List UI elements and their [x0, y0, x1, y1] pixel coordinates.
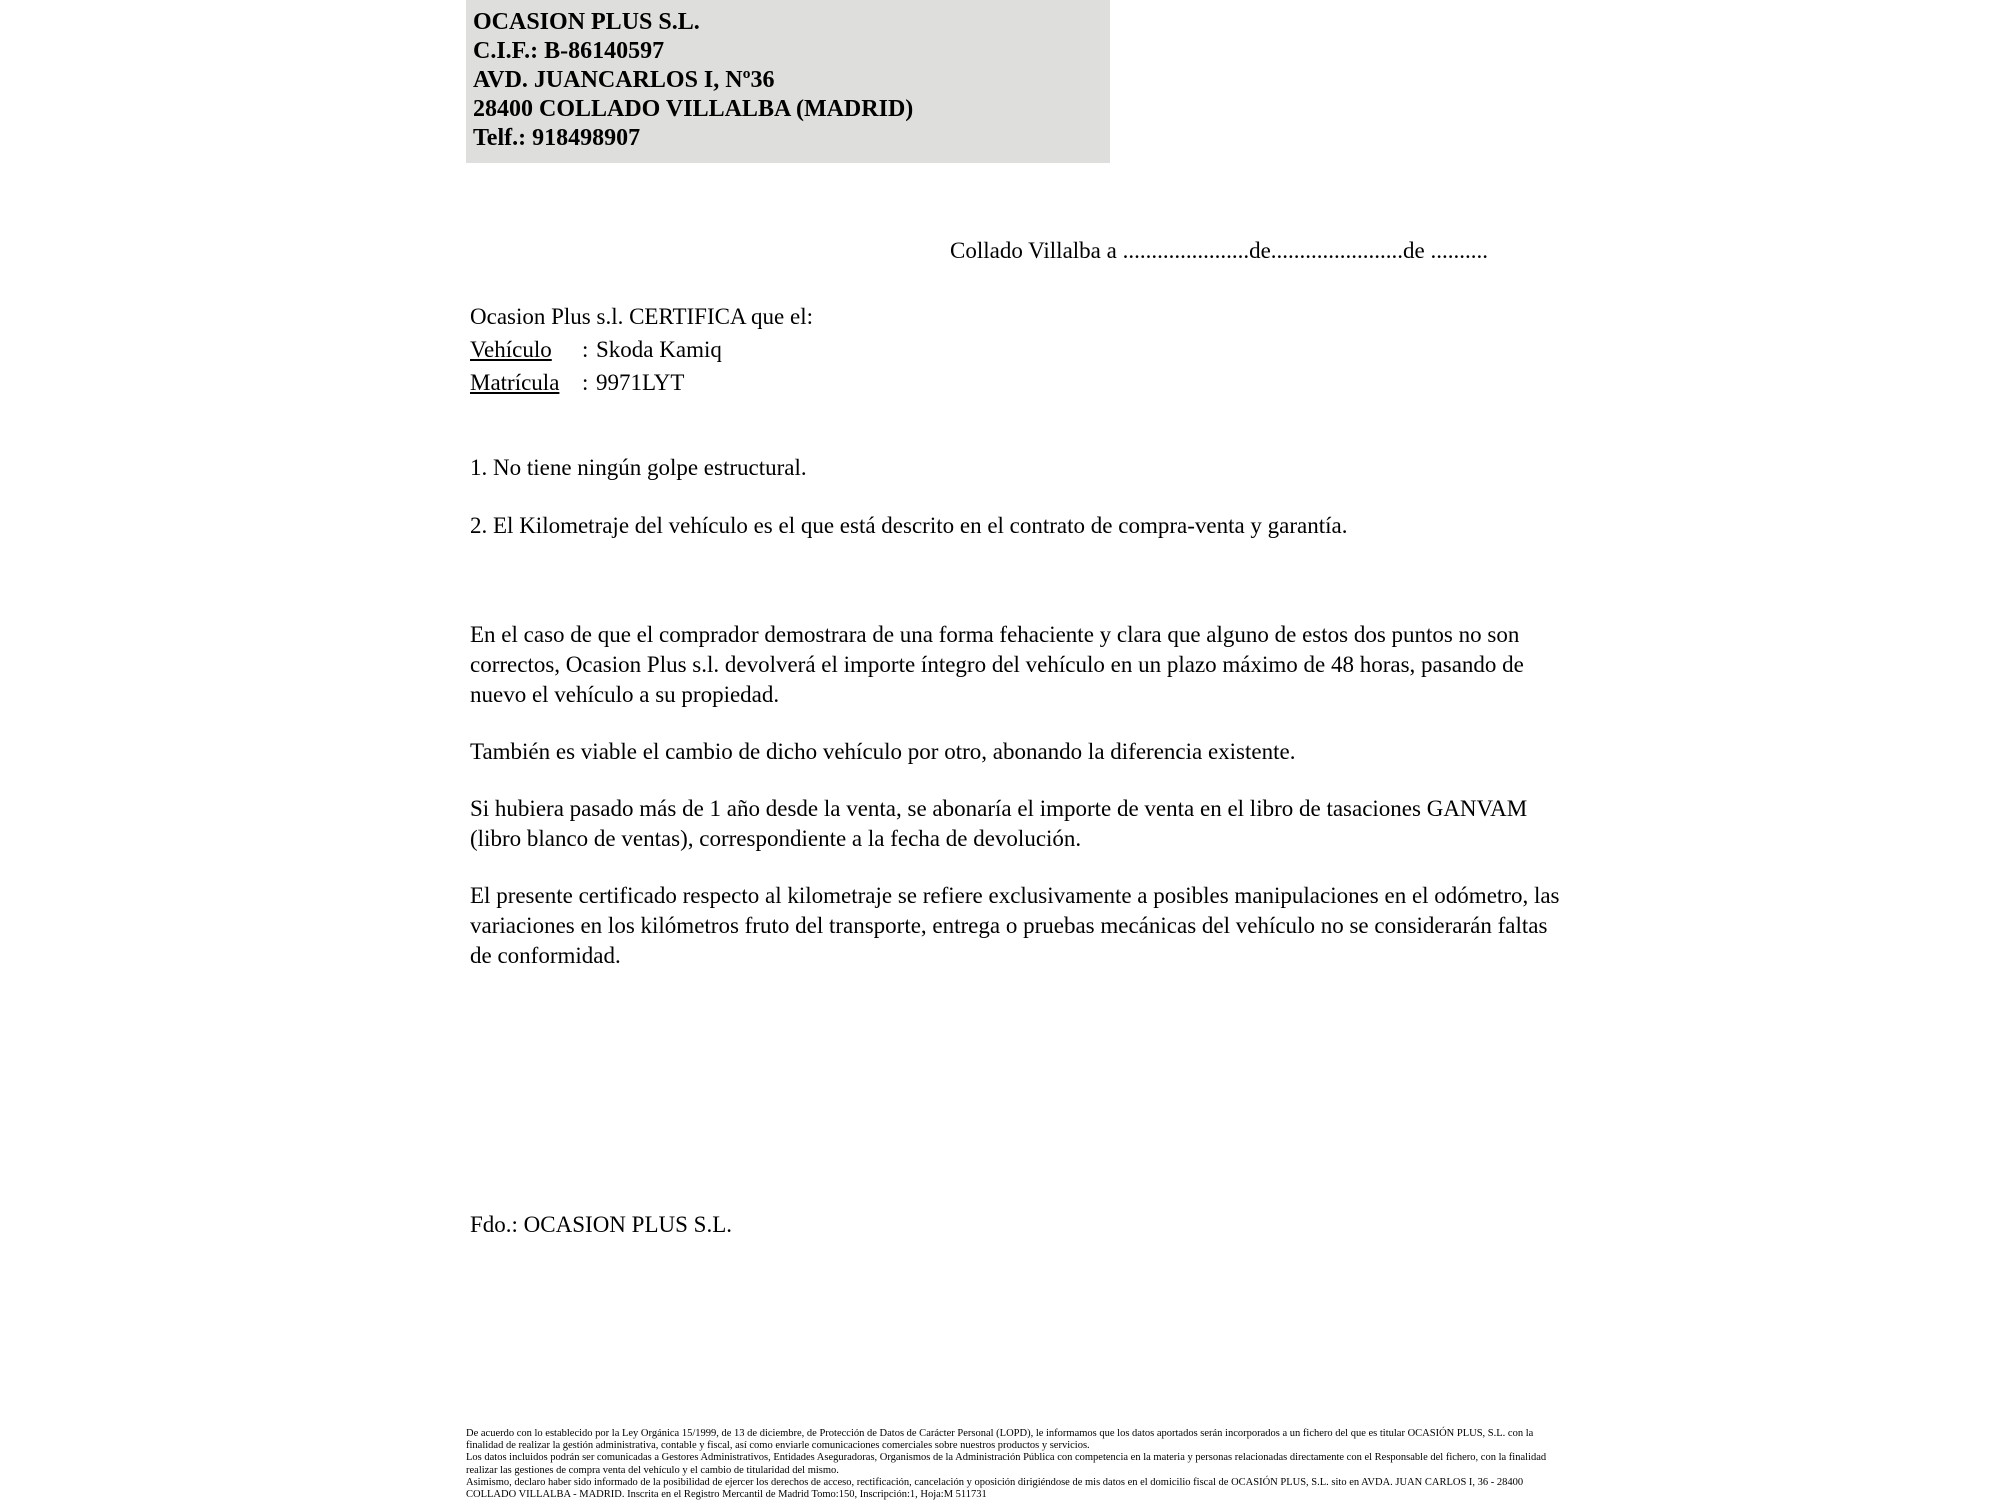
- legal-footer-paragraph-2: Los datos incluidos podrán ser comunicadas a Gestores Administrativos, Entidades Aseguradoras, Organismos de la Administración Pública con competencia en la materia y personas relacionadas directamente con el Responsable del fichero, con la finalidad realizar las gestiones de compra venta del vehículo y el cambio de titularidad del mismo.: [466, 1452, 1547, 1476]
- legal-footer-paragraph-1: De acuerdo con lo establecido por la Ley Orgánica 15/1999, de 13 de diciembre, de Protección de Datos de Carácter Personal (LOPD), le informamos que los datos aportados serán incorporados a un fichero del que es titular OCASIÓN PLUS, S.L. con la finalidad de realizar la gestión administrativa, contable y fiscal, así como enviarle comunicaciones comerciales sobre nuestros productos y servicios.: [466, 1428, 1534, 1452]
- body-paragraph-2: También es viable el cambio de dicho vehículo por otro, abonando la diferencia existente.: [470, 739, 1296, 764]
- letterhead-city: 28400 COLLADO VILLALBA (MADRID): [473, 96, 914, 122]
- plate-field-separator: :: [582, 370, 589, 395]
- certification-point-1: 1. No tiene ningún golpe estructural.: [470, 455, 807, 480]
- plate-field-label: Matrícula: [470, 370, 560, 395]
- certification-block: [470, 300, 813, 399]
- vehicle-field: [470, 333, 813, 366]
- legal-footer: [466, 1428, 1566, 1501]
- certification-point-2: 2. El Kilometraje del vehículo es el que está descrito en el contrato de compra-venta y garantía.: [470, 513, 1348, 538]
- plate-field-value: 9971LYT: [596, 370, 685, 395]
- letterhead-address: AVD. JUANCARLOS I, Nº36: [473, 67, 775, 93]
- legal-footer-paragraph-3: Asimismo, declaro haber sido informado de la posibilidad de ejercer los derechos de acceso, rectificación, cancelación y oposición dirigiéndose de mis datos en el domicilio fiscal de OCASIÓN PLUS, S.L. sito en AVDA. JUAN CARLOS I, 36 - 28400 COLLADO VILLALBA - MADRID. Inscrita en el Registro Mercantil de Madrid Tomo:150, Inscripción:1, Hoja:M 511731: [466, 1476, 1524, 1501]
- certification-points: [470, 455, 1347, 571]
- plate-field: [470, 366, 813, 399]
- letterhead-phone: Telf.: 918498907: [473, 125, 641, 151]
- body-paragraph-3: Si hubiera pasado más de 1 año desde la venta, se abonaría el importe de venta en el libro de tasaciones GANVAM (libro blanco de ventas), correspondiente a la fecha de devolución.: [470, 796, 1528, 851]
- signature-line: Fdo.: OCASION PLUS S.L.: [470, 1212, 732, 1237]
- vehicle-field-value: Skoda Kamiq: [596, 337, 722, 362]
- certification-intro: Ocasion Plus s.l. CERTIFICA que el:: [470, 304, 813, 329]
- letterhead-block: [466, 0, 1110, 163]
- date-line: Collado Villalba a ......................de.......................de ..........: [950, 238, 1488, 263]
- vehicle-field-separator: :: [582, 337, 589, 362]
- letterhead-cif: C.I.F.: B-86140597: [473, 38, 665, 64]
- vehicle-field-label: Vehículo: [470, 337, 552, 362]
- body-paragraphs: [470, 620, 1565, 998]
- body-paragraph-4: El presente certificado respecto al kilometraje se refiere exclusivamente a posibles manipulaciones en el odómetro, las variaciones en los kilómetros fruto del transporte, entrega o pruebas mecánicas del vehículo no se considerarán faltas de conformidad.: [470, 883, 1560, 968]
- letterhead-company-name: OCASION PLUS S.L.: [473, 9, 700, 35]
- body-paragraph-1: En el caso de que el comprador demostrara de una forma fehaciente y clara que alguno de estos dos puntos no son correctos, Ocasion Plus s.l. devolverá el importe íntegro del vehículo en un plazo máximo de 48 horas, pasando de nuevo el vehículo a su propiedad.: [470, 622, 1524, 707]
